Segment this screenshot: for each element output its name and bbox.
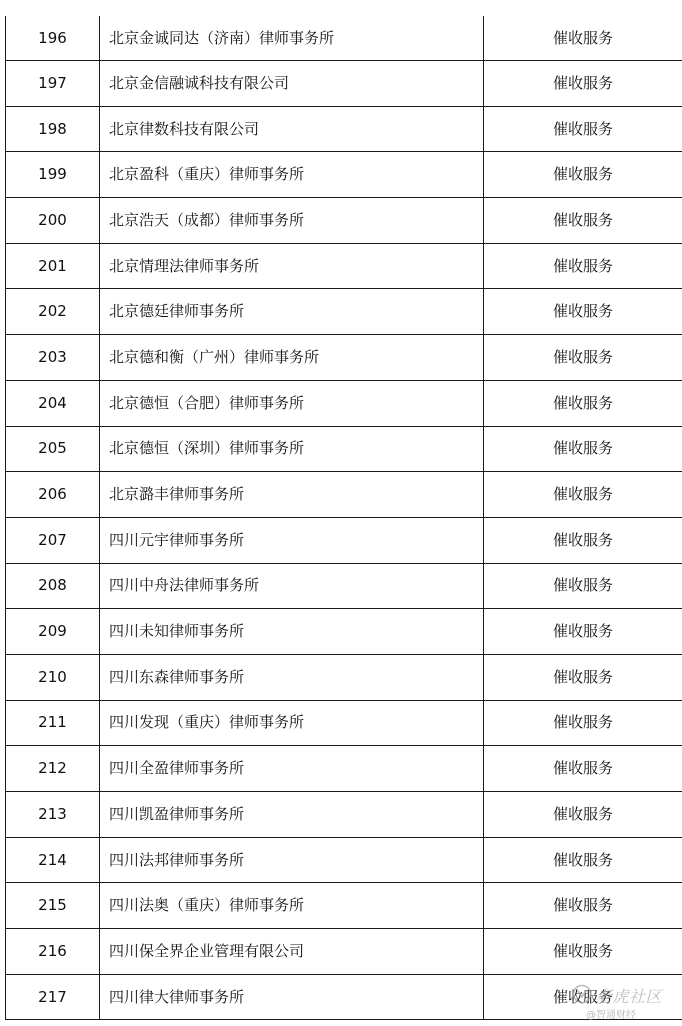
service-type-cell: 催收服务 xyxy=(484,472,682,518)
row-number-cell: 204 xyxy=(6,380,100,426)
company-name-cell: 四川凯盈律师事务所 xyxy=(100,792,484,838)
service-type-cell: 催收服务 xyxy=(484,609,682,655)
service-type-cell: 催收服务 xyxy=(484,837,682,883)
table-row xyxy=(6,929,682,975)
service-type-cell: 催收服务 xyxy=(484,16,682,61)
row-number-cell: 199 xyxy=(6,152,100,198)
table-row xyxy=(6,106,682,152)
company-name-cell: 北京浩天（成都）律师事务所 xyxy=(100,198,484,244)
service-type-cell: 催收服务 xyxy=(484,792,682,838)
service-type-cell: 催收服务 xyxy=(484,106,682,152)
company-name-cell: 北京德恒（深圳）律师事务所 xyxy=(100,426,484,472)
company-name-cell: 四川法奥（重庆）律师事务所 xyxy=(100,883,484,929)
row-number-cell: 210 xyxy=(6,654,100,700)
service-provider-table xyxy=(5,16,682,1020)
company-name-cell: 北京盈科（重庆）律师事务所 xyxy=(100,152,484,198)
service-type-cell: 催收服务 xyxy=(484,700,682,746)
table-row xyxy=(6,563,682,609)
company-name-cell: 四川未知律师事务所 xyxy=(100,609,484,655)
table-row xyxy=(6,16,682,61)
table-row xyxy=(6,335,682,381)
company-name-cell: 四川元宇律师事务所 xyxy=(100,517,484,563)
row-number-cell: 207 xyxy=(6,517,100,563)
company-name-cell: 四川全盈律师事务所 xyxy=(100,746,484,792)
service-type-cell: 催收服务 xyxy=(484,974,682,1020)
service-type-cell: 催收服务 xyxy=(484,243,682,289)
company-name-cell: 北京德廷律师事务所 xyxy=(100,289,484,335)
table-row xyxy=(6,746,682,792)
row-number-cell: 202 xyxy=(6,289,100,335)
service-type-cell: 催收服务 xyxy=(484,198,682,244)
company-name-cell: 四川保全界企业管理有限公司 xyxy=(100,929,484,975)
company-name-cell: 四川东森律师事务所 xyxy=(100,654,484,700)
table-row xyxy=(6,289,682,335)
table-row xyxy=(6,61,682,107)
row-number-cell: 197 xyxy=(6,61,100,107)
row-number-cell: 212 xyxy=(6,746,100,792)
service-type-cell: 催收服务 xyxy=(484,929,682,975)
row-number-cell: 215 xyxy=(6,883,100,929)
service-type-cell: 催收服务 xyxy=(484,563,682,609)
row-number-cell: 201 xyxy=(6,243,100,289)
row-number-cell: 211 xyxy=(6,700,100,746)
watermark-community-text: 老虎社区 xyxy=(596,987,663,1006)
company-name-cell: 北京律数科技有限公司 xyxy=(100,106,484,152)
table-body xyxy=(6,16,682,1020)
row-number-cell: 217 xyxy=(6,974,100,1020)
table-row xyxy=(6,654,682,700)
service-type-cell: 催收服务 xyxy=(484,654,682,700)
row-number-cell: 208 xyxy=(6,563,100,609)
table-row xyxy=(6,792,682,838)
service-type-cell: 催收服务 xyxy=(484,517,682,563)
row-number-cell: 209 xyxy=(6,609,100,655)
company-name-cell: 四川发现（重庆）律师事务所 xyxy=(100,700,484,746)
service-type-cell: 催收服务 xyxy=(484,289,682,335)
row-number-cell: 213 xyxy=(6,792,100,838)
table-row xyxy=(6,152,682,198)
service-type-cell: 催收服务 xyxy=(484,335,682,381)
row-number-cell: 216 xyxy=(6,929,100,975)
table-row xyxy=(6,837,682,883)
service-type-cell: 催收服务 xyxy=(484,380,682,426)
table-row xyxy=(6,472,682,518)
table-row xyxy=(6,517,682,563)
service-type-cell: 催收服务 xyxy=(484,746,682,792)
company-name-cell: 北京德恒（合肥）律师事务所 xyxy=(100,380,484,426)
table-row xyxy=(6,974,682,1020)
row-number-cell: 205 xyxy=(6,426,100,472)
service-type-cell: 催收服务 xyxy=(484,426,682,472)
company-name-cell: 北京情理法律师事务所 xyxy=(100,243,484,289)
watermark-source-text: @智通财经 xyxy=(586,1010,636,1021)
company-name-cell: 北京德和衡（广州）律师事务所 xyxy=(100,335,484,381)
table-row xyxy=(6,426,682,472)
company-name-cell: 北京潞丰律师事务所 xyxy=(100,472,484,518)
row-number-cell: 203 xyxy=(6,335,100,381)
company-name-cell: 北京金信融诚科技有限公司 xyxy=(100,61,484,107)
table-row xyxy=(6,243,682,289)
company-name-cell: 四川法邦律师事务所 xyxy=(100,837,484,883)
row-number-cell: 198 xyxy=(6,106,100,152)
company-name-cell: 北京金诚同达（济南）律师事务所 xyxy=(100,16,484,61)
service-type-cell: 催收服务 xyxy=(484,61,682,107)
row-number-cell: 214 xyxy=(6,837,100,883)
service-type-cell: 催收服务 xyxy=(484,152,682,198)
row-number-cell: 200 xyxy=(6,198,100,244)
table-row xyxy=(6,883,682,929)
row-number-cell: 206 xyxy=(6,472,100,518)
table-row xyxy=(6,700,682,746)
table-row xyxy=(6,609,682,655)
table-row xyxy=(6,198,682,244)
company-name-cell: 四川中舟法律师事务所 xyxy=(100,563,484,609)
table-row xyxy=(6,380,682,426)
row-number-cell: 196 xyxy=(6,16,100,61)
company-name-cell: 四川律大律师事务所 xyxy=(100,974,484,1020)
service-type-cell: 催收服务 xyxy=(484,883,682,929)
